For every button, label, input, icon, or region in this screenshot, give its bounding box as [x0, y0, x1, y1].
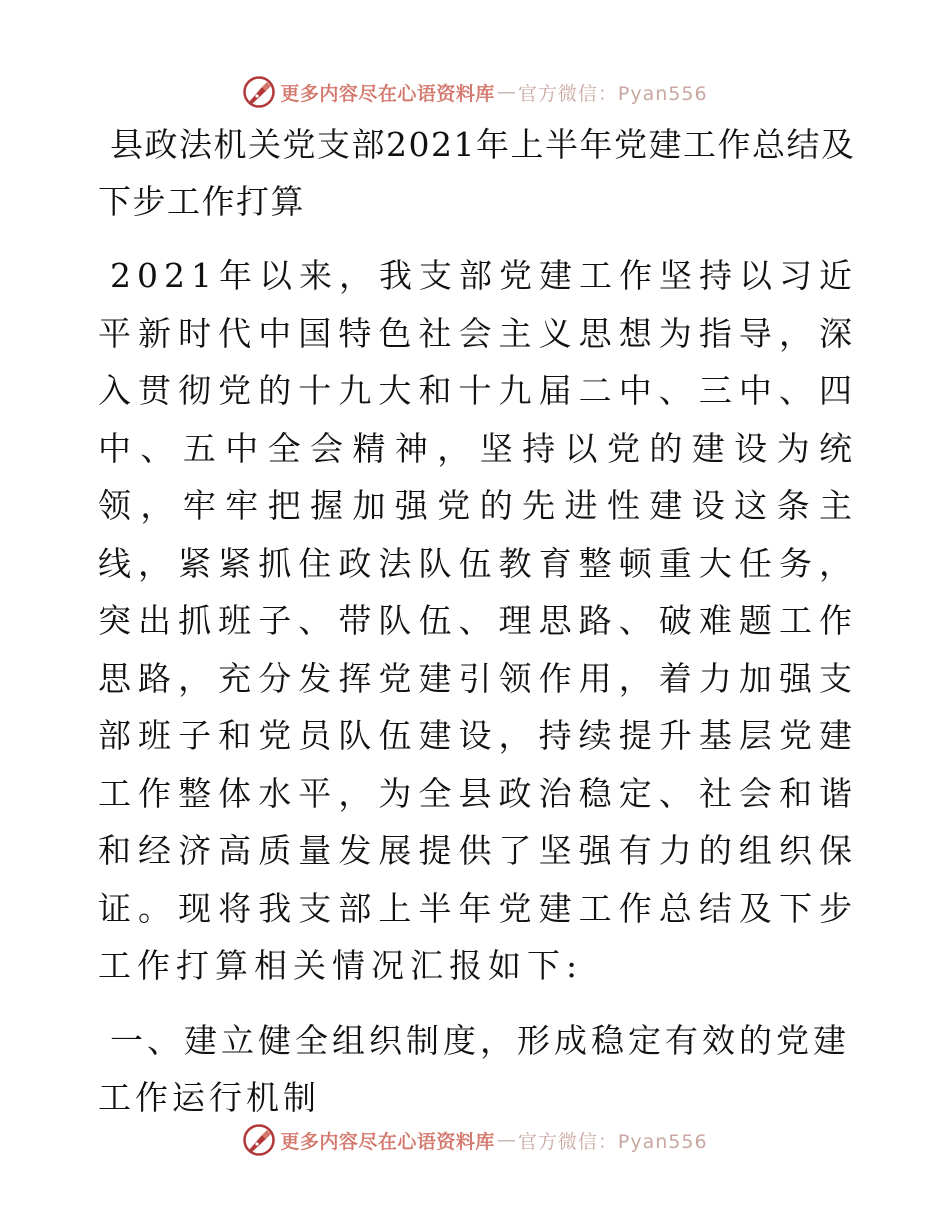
- document-body: [98, 116, 858, 1126]
- watermark-wechat-text: 官方微信：Pyan556: [517, 82, 708, 105]
- watermark-banner-bottom: [0, 1120, 950, 1160]
- watermark-main-text: 更多内容尽在心语资料库: [280, 82, 495, 105]
- watermark-wechat-text: 官方微信：Pyan556: [517, 1130, 708, 1153]
- pen-nib-seal-icon: [242, 1123, 276, 1157]
- watermark-banner-top: [0, 72, 950, 112]
- section-1-heading: 一、建立健全组织制度，形成稳定有效的党建工作运行机制: [98, 1020, 850, 1117]
- watermark-main-text: 更多内容尽在心语资料库: [280, 1130, 495, 1153]
- watermark-dash: —: [496, 1129, 516, 1151]
- pen-nib-seal-icon: [242, 75, 276, 109]
- document-title: 县政法机关党支部2021年上半年党建工作总结及下步工作打算: [98, 125, 856, 221]
- watermark-dash: —: [496, 81, 516, 103]
- intro-paragraph: 2021年以来，我支部党建工作坚持以习近平新时代中国特色社会主义思想为指导，深入贯彻党的十九大和十九届二中、三中、四中、五中全会精神，坚持以党的建设为统领，牢牢把握加强党的先进性建设这条主线，紧紧抓住政法队伍教育整顿重大任务，突出抓班子、带队伍、理思路、破难题工作思路，充分发挥党建引领作用，着力加强支部班子和党员队伍建设，持续提升基层党建工作整体水平，为全县政治稳定、社会和谐和经济高质量发展提供了坚强有力的组织保证。现将我支部上半年党建工作总结及下步工作打算相关情况汇报如下:: [98, 256, 858, 985]
